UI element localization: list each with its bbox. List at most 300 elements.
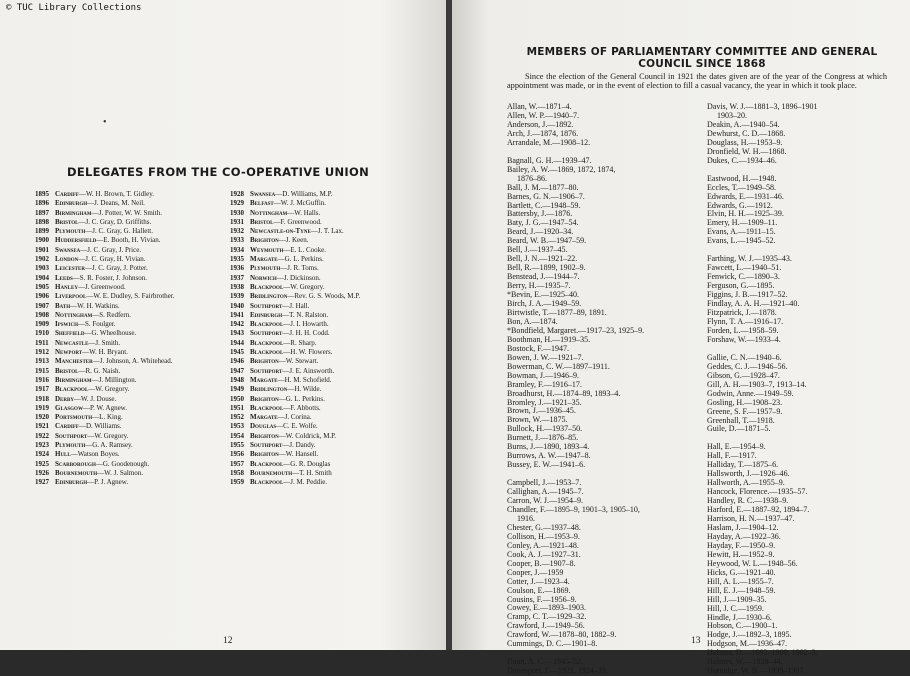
member-entry: Davis, W. J.—1881–3, 1896–1901 (707, 102, 818, 111)
member-entry: Bramley, F.—1916–17. (507, 379, 582, 389)
delegate-year: 1927 (35, 478, 49, 487)
member-entry: Emery, H.—1909–11. (707, 218, 778, 228)
member-entry: Godwin, Anne.—1949–59. (707, 388, 794, 398)
member-entry: *Bondfield, Margaret.—1917–23, 1925–9. (507, 325, 645, 335)
delegate-row (35, 246, 174, 255)
delegate-place: Edinburgh (55, 199, 88, 208)
delegate-row (35, 255, 174, 264)
delegate-year: 1913 (35, 357, 49, 366)
delegate-place: Swansea (250, 190, 276, 198)
delegate-names: —T. H. Smith (292, 468, 332, 477)
delegate-row (230, 413, 360, 422)
delegate-row (35, 274, 174, 283)
member-entry: Burrows, A. W.—1947–8. (507, 451, 591, 461)
member-entry: Hall, F.—1917. (707, 451, 757, 461)
delegate-place: Blackpool (250, 459, 284, 468)
member-entry: 1916. (517, 513, 535, 523)
delegate-place: Derby (55, 394, 74, 403)
delegate-names: —P. W. Agnew. (82, 403, 128, 412)
delegate-row (35, 292, 174, 301)
delegate-year: 1902 (35, 255, 49, 264)
delegate-place: Leicester (55, 264, 85, 273)
delegate-year: 1920 (35, 413, 49, 422)
delegates-title: DELEGATES FROM THE CO-OPERATIVE UNION (66, 165, 370, 179)
delegate-row (230, 422, 360, 431)
delegate-year: 1921 (35, 422, 49, 431)
delegate-names: —J. Dandy. (282, 441, 316, 450)
delegate-year: 1928 (230, 190, 244, 198)
delegate-place: Blackpool (55, 385, 89, 394)
delegate-year: 1896 (35, 199, 49, 208)
delegate-names: —F. Abbotts. (283, 403, 321, 412)
delegate-names: —S. Redfern. (92, 310, 131, 319)
delegate-row (230, 218, 360, 227)
delegate-year: 1959 (230, 478, 244, 487)
delegate-place: Southport (250, 301, 283, 310)
delegate-names: —R. Sharp. (283, 338, 317, 347)
delegate-row (35, 395, 174, 404)
delegate-names: —J. I. Howarth. (283, 320, 329, 329)
delegate-place: Bristol (55, 366, 79, 375)
member-entry: Hodge, J.—1892–3, 1895. (707, 630, 792, 640)
delegate-names: —J. C. Gray, D. Griffiths. (78, 217, 152, 226)
delegate-names: —G. L. Perkins. (278, 394, 325, 403)
delegate-names: —D. Williams, M.P. (275, 190, 333, 198)
delegate-row (230, 357, 360, 366)
member-entry: Dann, A. C.—1945–52. (507, 657, 583, 667)
delegate-year: 1934 (230, 245, 244, 254)
members-title (502, 46, 902, 70)
delegate-place: Blackpool (250, 478, 284, 487)
member-entry: Hall, E.—1954–9. (707, 442, 766, 452)
member-entry: Ball, J. M.—1877–80. (507, 182, 579, 192)
delegate-place: Bath (55, 301, 71, 310)
delegate-year: 1895 (35, 190, 49, 198)
left-page (0, 0, 448, 650)
delegate-place: Edinburgh (55, 478, 88, 487)
delegate-place: Leeds (55, 273, 73, 282)
delegate-names: —E. L. Cooke. (283, 245, 326, 254)
delegate-row (230, 199, 360, 208)
member-entry: Fenwick, C.—1890–3. (707, 272, 780, 282)
delegate-year: 1908 (35, 310, 49, 319)
delegate-year: 1899 (35, 227, 49, 236)
delegate-names: —J. Johnson, A. Whitehead. (92, 357, 173, 366)
delegate-names: —R. G. Naish. (78, 366, 121, 375)
member-entry: Halliday, T.—1875–6. (707, 460, 779, 470)
delegate-names: —J. Corina. (277, 413, 312, 422)
delegate-names: —J. C. Gray, J. Price. (80, 245, 142, 254)
delegate-year: 1930 (230, 208, 244, 217)
delegate-names: —J. H. H. Codd. (282, 329, 330, 338)
member-entry: Hayday, F.—1950–9. (707, 540, 776, 550)
delegate-place: Brighton (250, 236, 279, 245)
delegate-year: 1904 (35, 273, 49, 282)
member-entry: Hill, E. J.—1948–59. (707, 585, 776, 595)
member-entry: Campbell, J.—1953–7. (507, 478, 582, 488)
delegate-year: 1911 (35, 338, 49, 347)
member-entry: Davenport, J.—1921, 1924–33. (507, 666, 608, 676)
delegate-row (230, 478, 360, 487)
delegate-place: Glasgow (55, 403, 83, 412)
member-entry: Burnett, J.—1876–85. (507, 433, 579, 443)
member-entry: Geddes, C. J.—1946–56. (707, 361, 788, 371)
member-entry: Deakin, A.—1940–54. (707, 119, 780, 129)
delegate-place: Southport (250, 366, 283, 375)
member-entry: Beard, W. B.—1947–59. (507, 236, 587, 246)
delegate-year: 1947 (230, 366, 244, 375)
delegate-names: —J. Dickinson. (276, 273, 321, 282)
delegate-year: 1932 (230, 227, 244, 236)
delegate-place: Bristol (250, 217, 274, 226)
delegate-names: —G. R. Douglas (283, 459, 331, 468)
delegate-row (230, 209, 360, 218)
delegate-place: Birmingham (55, 375, 92, 384)
delegate-year: 1950 (230, 394, 244, 403)
member-entry: Bell, J.—1937–45. (507, 245, 568, 255)
delegate-year: 1926 (35, 468, 49, 477)
right-page (452, 0, 910, 676)
member-entry: Boothman, H.—1919–35. (507, 334, 591, 344)
delegate-place: Southport (250, 441, 283, 450)
delegate-names: —J. E. Ainsworth. (282, 366, 335, 375)
member-entry: Bowen, J. W.—1921–7. (507, 352, 584, 362)
delegate-place: Portsmouth (55, 413, 93, 422)
member-entry: Chester, G.—1937–48. (507, 522, 581, 532)
delegate-place: Newcastle-on-Tyne (250, 227, 311, 236)
delegate-place: Plymouth (250, 264, 281, 273)
member-entry: Hill, J.—1909–35. (707, 594, 767, 604)
delegate-place: Scarborough (55, 459, 96, 468)
member-entry: Beard, J.—1920–34. (507, 227, 574, 237)
delegate-names: —W. H. Brown, T. Gidley. (78, 190, 155, 198)
member-entry: Dronfield, W. H.—1868. (707, 146, 787, 156)
member-entry: Bostock, F.—1947. (507, 343, 570, 353)
delegates-column-1 (35, 190, 174, 488)
member-entry: Eastwood, H.—1948. (707, 173, 777, 183)
delegate-place: Nottingham (55, 310, 93, 319)
delegate-row (35, 302, 174, 311)
delegate-names: —G. Goodenough. (95, 459, 150, 468)
member-entry: Cousins, F.—1956–9. (507, 594, 577, 604)
delegate-names: —J. C. Gray, H. Vivian. (78, 255, 146, 264)
delegate-row (230, 274, 360, 283)
delegate-year: 1942 (230, 320, 244, 329)
member-entry: Farthing, W. J.—1935–43. (707, 254, 792, 264)
delegate-row (35, 385, 174, 394)
delegate-place: Bridlington (250, 385, 288, 394)
delegate-row (230, 469, 360, 478)
delegate-names: —W. E. Dudley, S. Fairbrother. (86, 292, 175, 301)
delegate-names: —J. M. Peddie. (283, 478, 328, 487)
member-entry: Hornidge, W. B.—1899–1907. (707, 666, 806, 676)
delegate-names: —H. Wilde. (287, 385, 322, 394)
delegate-place: Nottingham (250, 208, 288, 217)
delegate-names: —J. Smith. (88, 338, 121, 347)
delegate-names: —G. Wheelhouse. (84, 329, 137, 338)
member-entry: Barnes, G. N.—1906–7. (507, 191, 585, 201)
member-entry: Forden, L.—1958–59. (707, 325, 779, 335)
delegate-place: Huddersfield (55, 236, 97, 245)
member-entry: Bromley, J.—1921–35. (507, 397, 582, 407)
member-entry: Greenhall, T.—1918. (707, 415, 775, 425)
delegate-place: Birmingham (55, 208, 92, 217)
delegate-row (230, 460, 360, 469)
delegate-year: 1916 (35, 375, 49, 384)
delegates-column-2 (230, 190, 360, 488)
delegate-year: 1958 (230, 468, 244, 477)
delegate-year: 1935 (230, 255, 244, 264)
delegate-row (230, 190, 360, 199)
delegate-place: Norwich (250, 273, 277, 282)
delegate-row (35, 478, 174, 487)
delegate-row (230, 441, 360, 450)
delegate-place: Blackpool (250, 338, 284, 347)
delegate-row (35, 311, 174, 320)
delegate-place: Liverpool (55, 292, 87, 301)
delegate-names: —J. C. Gray, G. Hallett. (85, 227, 154, 236)
members-intro: Since the election of the General Council in 1921 the dates given are of the year of the Congress at which appointment was made, or in the event of election to fill a casual vacancy, the year in which it took place. (507, 72, 887, 91)
delegate-row (35, 329, 174, 338)
member-entry: Bullock, H.—1937–50. (507, 424, 583, 434)
member-entry: Hobson, C.—1900–1. (707, 621, 778, 631)
delegate-year: 1919 (35, 403, 49, 412)
member-entry: Edwards, E.—1931–46. (707, 191, 784, 201)
member-entry: Hewitt, H.—1952–9. (707, 549, 775, 559)
member-entry: Arrandale, M.—1908–12. (507, 137, 591, 147)
delegate-place: Weymouth (250, 245, 284, 254)
delegate-row (230, 320, 360, 329)
delegate-place: Edinburgh (250, 310, 283, 319)
delegate-row (230, 329, 360, 338)
delegate-year: 1923 (35, 441, 49, 450)
member-entry: Collison, H.—1953–9. (507, 531, 580, 541)
member-entry: Broadhurst, H.—1874–89, 1893–4. (507, 388, 621, 398)
delegate-row (35, 432, 174, 441)
delegate-row (35, 460, 174, 469)
delegate-place: Brighton (250, 450, 279, 459)
delegate-place: Southport (55, 431, 88, 440)
delegate-row (230, 302, 360, 311)
delegate-row (35, 190, 174, 199)
member-entry: Findlay, A. A. H.—1921–40. (707, 299, 800, 309)
member-entry: Bowerman, C. W.—1897–1911. (507, 361, 610, 371)
member-entry: 1876–86. (517, 173, 547, 183)
delegate-year: 1909 (35, 320, 49, 329)
member-entry: Chandler, F.—1895–9, 1901–3, 1905–10, (507, 504, 640, 514)
delegate-names: —J. Greenwood. (77, 282, 126, 291)
delegate-row (230, 264, 360, 273)
delegate-year: 1912 (35, 348, 49, 357)
delegate-year: 1931 (230, 217, 244, 226)
member-entry: Hicks, G.—1921–40. (707, 567, 776, 577)
delegate-place: Blackpool (250, 348, 284, 357)
delegate-row (230, 246, 360, 255)
member-entry: Gill, A. H.—1903–7, 1913–14. (707, 379, 807, 389)
delegate-names: —G. L. Perkins. (277, 255, 324, 264)
delegate-place: Blackpool (250, 282, 284, 291)
member-entry: Cook, A. J.—1927–31. (507, 549, 581, 559)
member-entry: Dukes, C.—1934–46. (707, 155, 777, 165)
member-entry: Hallsworth, J.—1926–46. (707, 469, 790, 479)
delegate-place: Margate (250, 375, 278, 384)
member-entry: Bon, A.—1874. (507, 316, 558, 326)
member-entry: Haslam, J.—1904–12. (707, 522, 779, 532)
delegate-place: Newport (55, 348, 83, 357)
delegate-year: 1922 (35, 431, 49, 440)
delegate-place: Ipswich (55, 320, 79, 329)
delegate-names: —W. Coldrick, M.P. (278, 431, 337, 440)
member-entry: Hallworth, A.—1955–9. (707, 478, 785, 488)
delegate-year: 1944 (230, 338, 244, 347)
member-entry: Hodgson, M.—1936–47. (707, 639, 788, 649)
delegate-year: 1941 (230, 310, 244, 319)
member-entry: Bartlett, C.—1948–59. (507, 200, 581, 210)
delegate-row (230, 227, 360, 236)
delegate-names: —W. Stewart. (278, 357, 319, 366)
delegate-names: —W. Gregory. (87, 431, 129, 440)
delegate-place: London (55, 255, 79, 264)
delegate-names: —W. J. Salmon. (97, 468, 143, 477)
delegate-names: —Rev. G. S. Woods, M.P. (287, 292, 361, 301)
member-entry: Birtwistle, T.—1877–89, 1891. (507, 307, 607, 317)
delegate-names: —W. Hansell. (278, 450, 319, 459)
members-column-1 (507, 103, 702, 676)
delegate-row (230, 450, 360, 459)
delegate-names: —C. E. Wolfe. (276, 422, 318, 431)
delegate-row (35, 404, 174, 413)
member-entry: Hill, A. L.—1955–7. (707, 576, 774, 586)
delegate-names: —W. Gregory. (283, 282, 325, 291)
member-entry: Bussey, E. W.—1941–6. (507, 460, 586, 470)
delegate-year: 1933 (230, 236, 244, 245)
member-entry: Allen, W. P.—1940–7. (507, 110, 580, 120)
delegate-year: 1907 (35, 301, 49, 310)
page-number-right: 13 (691, 636, 701, 646)
member-entry: *Bevin, E.—1925–40. (507, 290, 579, 300)
delegate-year: 1952 (230, 413, 244, 422)
member-entry: Baty, J. G.—1947–54. (507, 218, 579, 228)
member-entry: Fawcett, L.—1940–51. (707, 263, 782, 273)
delegate-year: 1937 (230, 273, 244, 282)
member-entry: Figgins, J. B.—1917–52. (707, 290, 788, 300)
delegate-row (230, 255, 360, 264)
delegate-year: 1953 (230, 422, 244, 431)
delegate-names: —W. J. McGuffin. (273, 199, 327, 208)
delegate-row (35, 376, 174, 385)
delegate-place: Brighton (250, 431, 279, 440)
member-entry: Brown, W.—1875. (507, 415, 568, 425)
delegate-place: Douglas (250, 422, 277, 431)
delegate-row (230, 236, 360, 245)
member-entry: Fitzpatrick, J.—1878. (707, 308, 777, 318)
delegate-year: 1929 (230, 199, 244, 208)
member-entry: Allan, W.—1871–4. (507, 102, 572, 111)
delegate-year: 1924 (35, 450, 49, 459)
member-entry: Bowman, J.—1946–9. (507, 370, 579, 380)
member-entry: Gallie, C. N.—1940–6. (707, 352, 782, 362)
member-entry: 1903–20. (717, 110, 747, 120)
delegate-place: Margate (250, 255, 278, 264)
delegate-year: 1906 (35, 292, 49, 301)
member-entry: Holmes, D.—1892–1900, 1902–3. (707, 648, 818, 658)
delegate-names: —J. Potter, W. W. Smith. (91, 208, 162, 217)
member-entry: Conley, A.—1921–48. (507, 540, 579, 550)
delegate-names: —W. Gregory. (88, 385, 130, 394)
delegate-names: —S. Foulger. (78, 320, 116, 329)
member-entry: Ferguson, G.—1895. (707, 281, 775, 291)
member-entry: Handley, R. C.—1938–9. (707, 496, 789, 506)
delegate-place: Plymouth (55, 441, 86, 450)
member-entry: Benstead, J.—1944–7. (507, 272, 580, 282)
delegate-year: 1900 (35, 236, 49, 245)
delegate-names: —W. Halls. (287, 208, 321, 217)
delegate-year: 1915 (35, 366, 49, 375)
delegate-place: Blackpool (250, 403, 284, 412)
member-entry: Evans, A.—1911–15. (707, 227, 776, 237)
delegate-year: 1948 (230, 375, 244, 384)
delegate-row (35, 209, 174, 218)
delegate-row (230, 311, 360, 320)
member-entry: Greene, S. F.—1957–9. (707, 406, 783, 416)
delegate-names: —D. Williams. (78, 422, 122, 431)
delegate-year: 1955 (230, 441, 244, 450)
delegate-names: —J. Millington. (91, 375, 137, 384)
delegate-names: —P. J. Agnew. (87, 478, 129, 487)
member-entry: Birch, J. A.—1949–59. (507, 299, 582, 309)
delegate-names: —W. H. Bryant. (82, 348, 128, 357)
member-entry: Forshaw, W.—1933–4. (707, 334, 781, 344)
delegate-names: —Watson Boyes. (70, 450, 120, 459)
member-entry: Burns, J.—1890, 1893–4. (507, 442, 590, 452)
delegate-row (35, 227, 174, 236)
member-entry: Arch, J.—1874, 1876. (507, 128, 579, 138)
delegate-names: —F. Greenwood. (273, 217, 322, 226)
member-entry: Cooper, B.—1907–8. (507, 558, 576, 568)
delegate-names: —E. Booth, H. Vivian. (96, 236, 161, 245)
delegate-place: Plymouth (55, 227, 86, 236)
members-column-2 (707, 103, 902, 676)
delegate-year: 1903 (35, 264, 49, 273)
delegate-year: 1910 (35, 329, 49, 338)
member-entry: Evans, L.—1945–52. (707, 236, 776, 246)
member-entry: Cowey, E.—1893–1903. (507, 603, 587, 613)
member-entry: Harford, E.—1887–92, 1894–7. (707, 505, 810, 515)
delegate-place: Brighton (250, 357, 279, 366)
delegate-row (230, 367, 360, 376)
member-entry: Eccles, T.—1949–58. (707, 182, 777, 192)
delegate-place: Swansea (55, 245, 81, 254)
delegate-place: Bournemouth (250, 468, 293, 477)
delegate-place: Hull (55, 450, 71, 459)
member-entry: Carron, W. J.—1954–9. (507, 496, 583, 506)
delegate-row (35, 413, 174, 422)
delegate-place: Belfast (250, 199, 274, 208)
member-entry: Heywood, W. L.—1948–56. (707, 558, 798, 568)
member-entry: Crawford, J.—1949–56. (507, 621, 585, 631)
page-mark: • (103, 117, 107, 128)
delegate-year: 1943 (230, 329, 244, 338)
delegate-names: —H. M. Schofield. (277, 375, 332, 384)
delegate-row (35, 199, 174, 208)
delegate-place: Cardiff (55, 422, 79, 431)
delegate-row (35, 450, 174, 459)
delegate-place: Manchester (55, 357, 93, 366)
member-entry: Guile, D.—1871–5. (707, 424, 771, 434)
delegate-place: Hanley (55, 282, 78, 291)
member-entry: Flynn, T. A.—1916–17. (707, 316, 784, 326)
delegate-names: —H. W. Flowers. (283, 348, 333, 357)
